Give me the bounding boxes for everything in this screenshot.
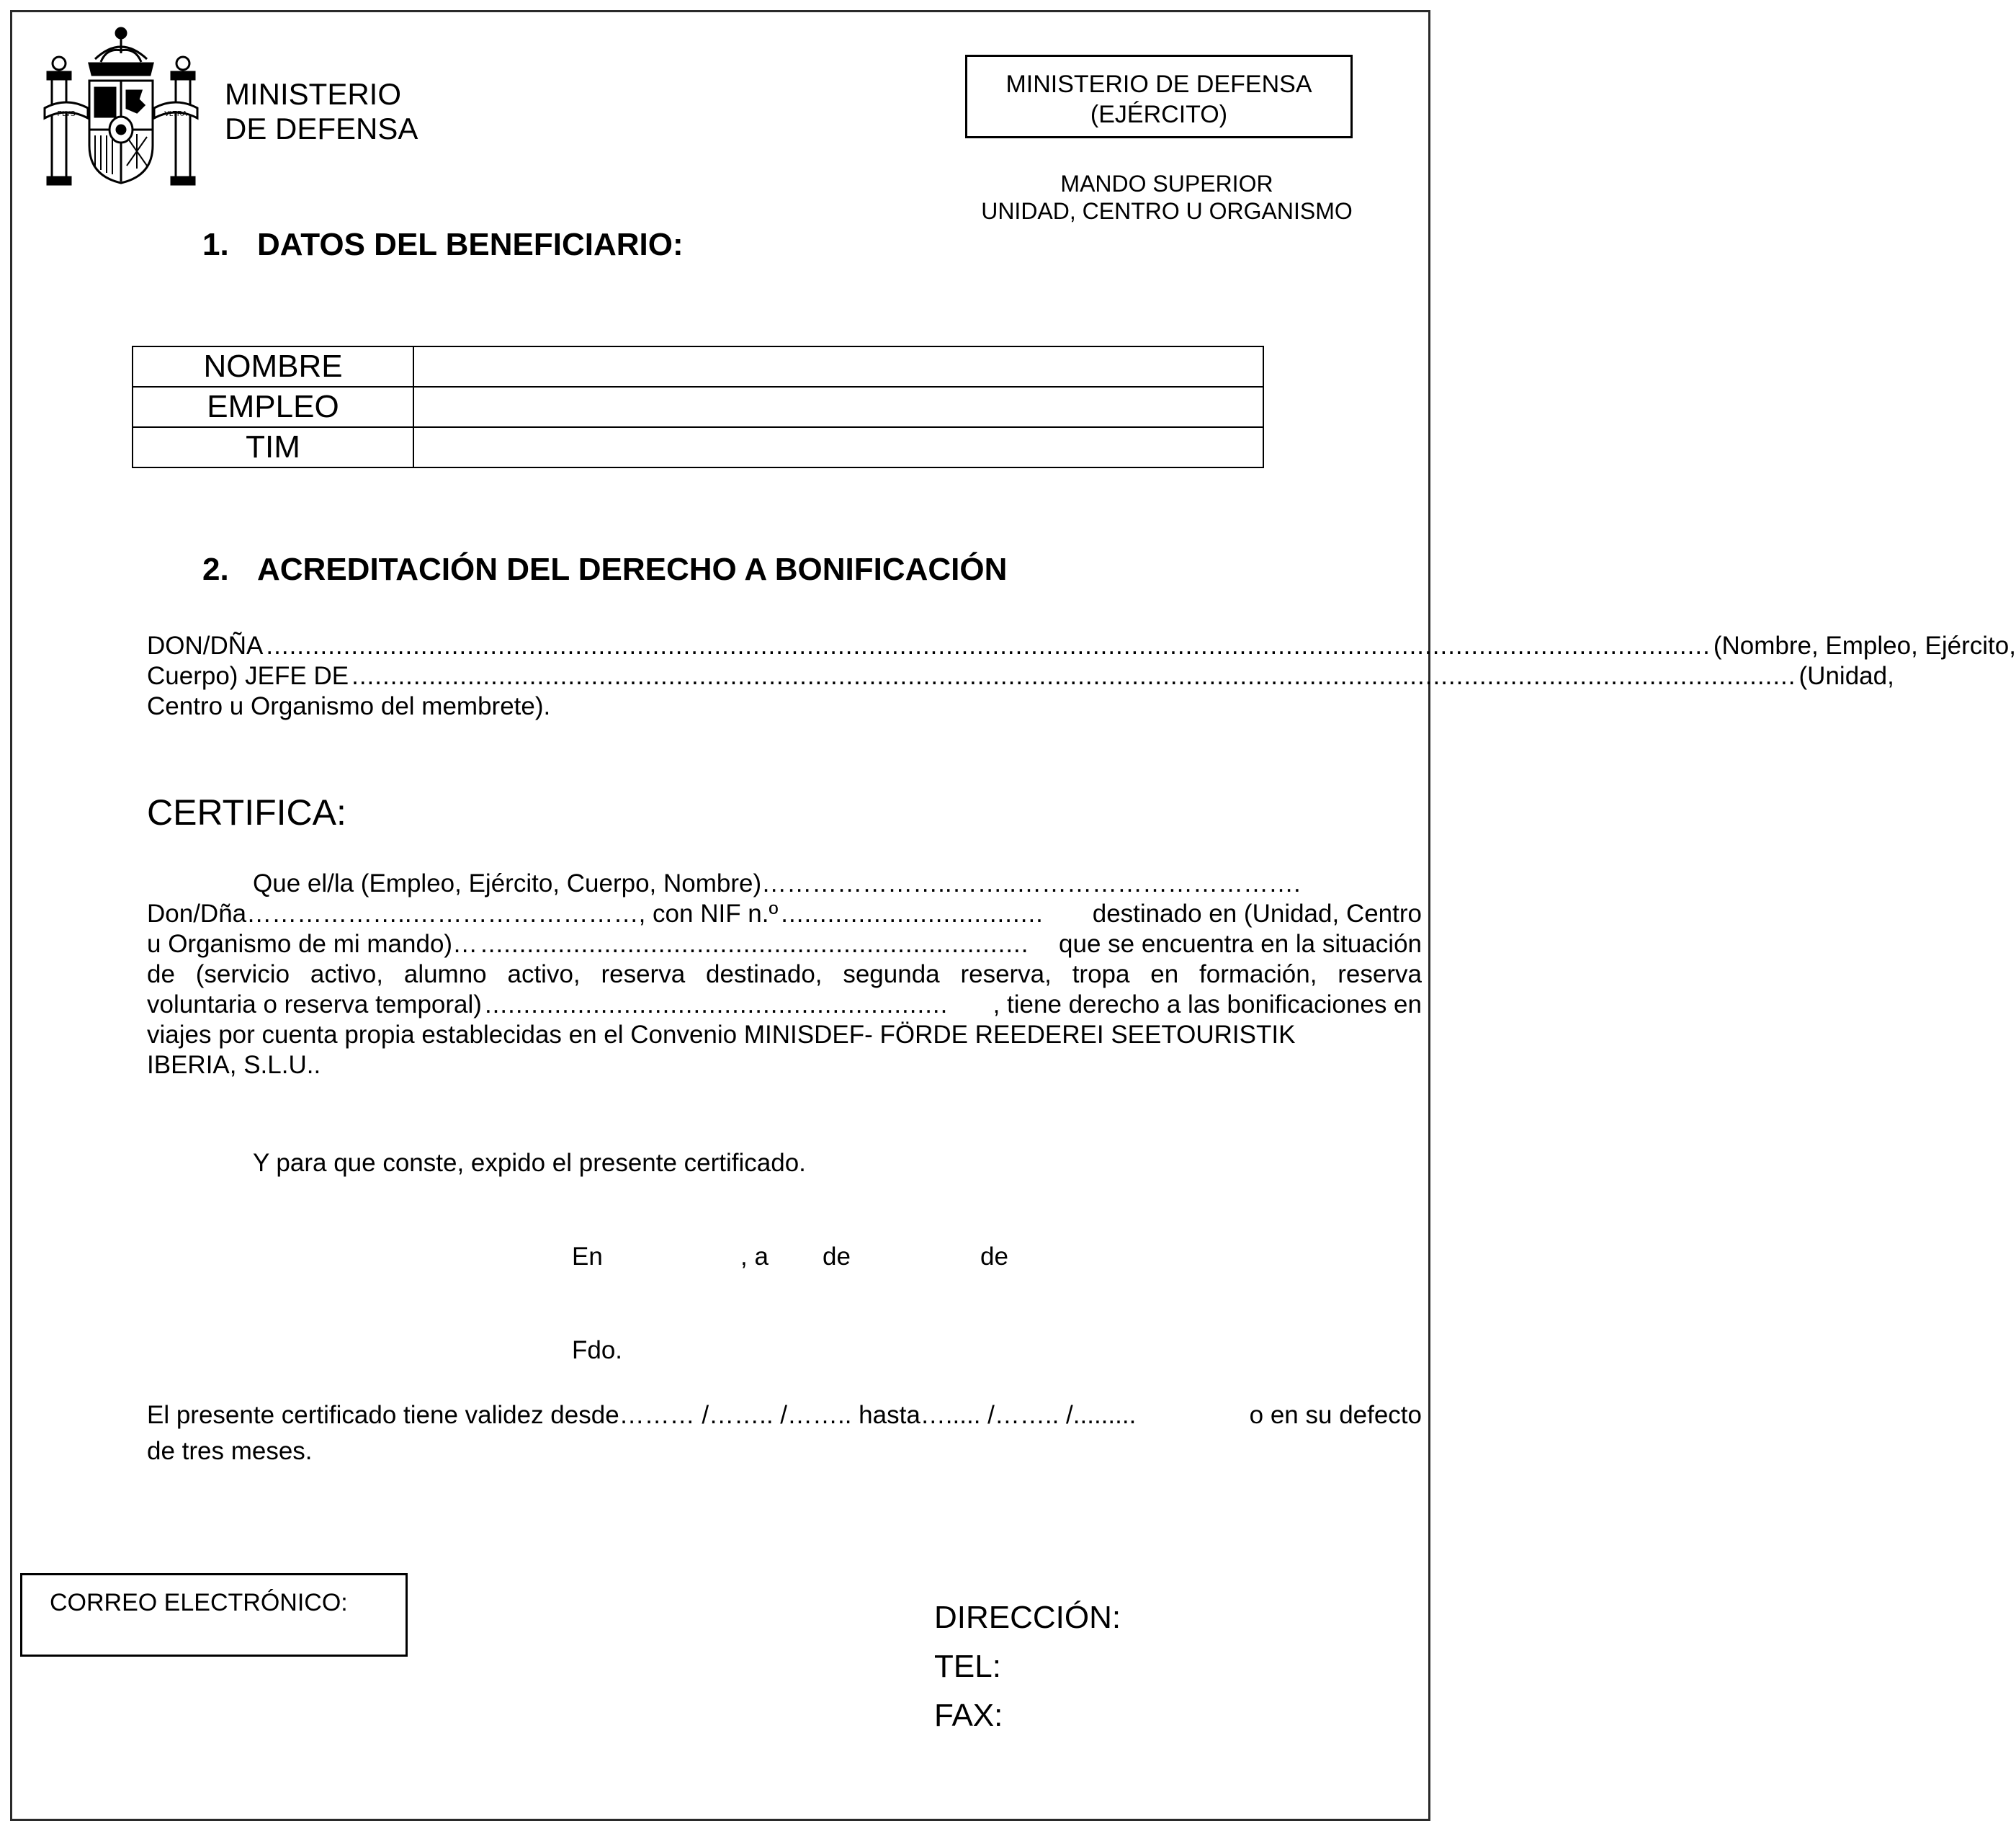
certifica-line-5 (147, 990, 1422, 1020)
ministry-unit-box (965, 55, 1353, 138)
cuerpo-label: Cuerpo) JEFE DE (147, 662, 349, 690)
table-row (133, 346, 1263, 387)
certifica-heading: CERTIFICA: (147, 792, 346, 833)
certifica-line-5-dots: ............................................................ (484, 990, 949, 1019)
validity-dates: El presente certificado tiene validez desde……… /…….. /…….. hasta…..... /…….. /......... (147, 1401, 1137, 1429)
validity-line-1 (147, 1397, 1422, 1433)
mando-line-1: MANDO SUPERIOR (1060, 171, 1273, 197)
fax-label: FAX: (934, 1698, 1003, 1733)
section-1-number: 1. (202, 227, 229, 262)
mando-line-2: UNIDAD, CENTRO U ORGANISMO (981, 198, 1353, 224)
don-line (147, 631, 2016, 661)
mando-superior-block (936, 170, 1397, 225)
certifica-line-5-b: , tiene derecho a las bonificaciones en (993, 990, 1422, 1019)
section-1-title: DATOS DEL BENEFICIARIO: (257, 227, 684, 262)
place-de-2: de (980, 1243, 1008, 1271)
table-row (133, 387, 1263, 427)
email-label: CORREO ELECTRÓNICO: (50, 1589, 348, 1616)
certifica-line-3-a: u Organismo de mi mando)… (147, 930, 478, 958)
coat-of-arms-logo (45, 22, 197, 189)
ministry-line-2: DE DEFENSA (225, 112, 418, 146)
nombre-label: NOMBRE (133, 346, 413, 387)
unit-box-line-1: MINISTERIO DE DEFENSA (1005, 71, 1312, 98)
place-de-1: de (823, 1243, 851, 1271)
validity-line-2: de tres meses. (147, 1437, 313, 1465)
certifica-line-2-b: destinado en (Unidad, Centro (1092, 900, 1422, 928)
certifica-paragraph (147, 869, 1422, 1080)
don-dots: ........................................................................................................................................................................................... (266, 632, 1711, 660)
place-en: En (572, 1243, 603, 1271)
accreditation-paragraph (147, 631, 2016, 722)
email-box (20, 1573, 408, 1657)
section-2-number: 2. (202, 552, 229, 587)
empleo-field[interactable] (413, 387, 1263, 427)
tim-field[interactable] (413, 427, 1263, 467)
don-label: DON/DÑA (147, 632, 264, 660)
ministry-name (225, 77, 418, 146)
certifica-line-6: viajes por cuenta propia establecidas en el Convenio MINISDEF- FÖRDE REEDEREI SEETOURISTIK (147, 1021, 1296, 1049)
validity-paragraph (147, 1397, 1422, 1469)
validity-fallback: o en su defecto (1249, 1401, 1422, 1429)
cuerpo-dots: ........................................................................................................................................................................................... (351, 662, 1796, 690)
certifica-line-5-a: voluntaria o reserva temporal) (147, 990, 482, 1019)
certifica-line-7: IBERIA, S.L.U.. (147, 1051, 321, 1079)
centro-line: Centro u Organismo del membrete). (147, 692, 551, 720)
closing-statement: Y para que conste, expido el presente certificado. (253, 1149, 806, 1177)
section-2-heading (202, 551, 1007, 588)
svg-text:PLVS: PLVS (57, 110, 76, 118)
ministry-line-1: MINISTERIO (225, 77, 402, 111)
unit-box-line-2: (EJÉRCITO) (1090, 101, 1228, 128)
don-suffix: (Nombre, Empleo, Ejército, (1713, 632, 2016, 660)
cuerpo-line (147, 661, 1894, 691)
tel-label: TEL: (934, 1649, 1001, 1684)
certifica-line-2-dots: .................................. (781, 900, 1044, 928)
section-2-title: ACREDITACIÓN DEL DERECHO A BONIFICACIÓN (257, 552, 1008, 587)
svg-text:VLTRA: VLTRA (164, 110, 187, 118)
certifica-line-2 (147, 899, 1422, 929)
place-a: , a (740, 1243, 769, 1271)
signature-label: Fdo. (572, 1336, 623, 1364)
cuerpo-suffix: (Unidad, (1798, 662, 1894, 690)
section-1-heading (202, 226, 684, 264)
certifica-line-3 (147, 929, 1422, 959)
table-row (133, 427, 1263, 467)
address-label: DIRECCIÓN: (934, 1600, 1121, 1635)
certifica-line-1: Que el/la (Empleo, Ejército, Cuerpo, Nombre)…………………..……..……………………………. (253, 869, 1301, 897)
certifica-line-3-dots: ....................................................................... (480, 930, 1029, 958)
tim-label: TIM (133, 427, 413, 467)
nombre-field[interactable] (413, 346, 1263, 387)
empleo-label: EMPLEO (133, 387, 413, 427)
certifica-line-2-a: Don/Dña………………..………………………, con NIF n.º (147, 900, 779, 928)
beneficiary-table (132, 346, 1264, 468)
certifica-line-4: de (servicio activo, alumno activo, reserva destinado, segunda reserva, tropa en formación, reserva (147, 960, 1422, 988)
certifica-line-3-b: que se encuentra en la situación (1059, 930, 1422, 958)
